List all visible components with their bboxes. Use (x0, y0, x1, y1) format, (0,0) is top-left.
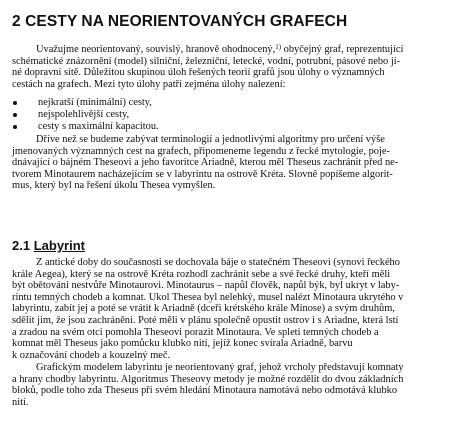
list-item-text: nejkratší (minimální) cesty, (38, 97, 152, 108)
paragraph-line: k označování chodeb a kouzelný meč. (12, 349, 171, 361)
paragraph-line: komnat měl Theseus jako pomůcku klubko nití, jejíž konec svírala Ariadně, barvu (12, 338, 353, 350)
intro-line-text: Uvažujme neorientovaný, souvislý, hranově ohodnocený, (36, 44, 276, 55)
list-item (12, 121, 159, 133)
paragraph-line: rintu temných chodeb a komnat. Ukol Thesea byl nelehký, musel nalézt Minotaura ukrytého v (12, 291, 404, 303)
chapter-heading: 2 CESTY NA NEORIENTOVANÝCH GRAFECH (12, 13, 348, 30)
paragraph-line: sdělit jim, že jsou zachráněni. Poté měli v plánu společně opustit ostrov i s Ariadne, která lstí (12, 314, 399, 326)
paragraph-line: tvorem Minotaurem nacházejícím se v labyrintu na ostrově Kréta. Slovně popíšeme algorit- (12, 168, 393, 180)
paragraph-line: mus, který byl na řešení úkolu Thesea vymyšlen. (12, 180, 216, 192)
task-list (12, 97, 159, 133)
paragraph-line: být obětováni nestvůře Minotaurovi. Minotaurus – napůl člověk, napůl býk, byl ukryt v laby- (12, 280, 400, 292)
model-paragraph (12, 362, 444, 408)
intro-paragraph (12, 44, 444, 90)
bullet-icon (13, 125, 17, 129)
bullet-icon (13, 113, 17, 117)
paragraph-line: bloků, podle toho zda Theseus při svém hledání Minotaura namotává nebo odmotává klubko (12, 385, 398, 397)
paragraph-line: Z antické doby do současnosti se dochovala báje o statečném Theseovi (synovi řeckého (36, 257, 400, 268)
list-item (12, 97, 159, 109)
intro-line: schématické znázornění (model) silniční, železniční, letecké, vodní, potrubní, pásové nebo ji- (12, 55, 401, 67)
paragraph-line: nití. (12, 396, 29, 408)
legend-paragraph (12, 134, 444, 192)
paragraph-line: krále Aegea), který se na ostrově Kréta rozhodl zachránit sebe a své řecké druhy, kteří měli (12, 268, 391, 280)
bullet-icon (13, 101, 17, 105)
paragraph-line: Grafickým modelem labyrintu je neorientovaný graf, jehož vrcholy představují komnaty (36, 362, 404, 373)
intro-line-text: obyčejný graf, reprezentující (281, 44, 404, 55)
intro-line: cestách na grafech. Mezi tyto úlohy patří zejména úlohy nalezení: (12, 78, 286, 90)
intro-line: né dopravní sítě. Důležitou skupinou úloh řešených teorií grafů jsou úlohy o významných (12, 67, 385, 79)
paragraph-line: dnávající o bájném Theseovi a jeho favoritce Ariadně, kterou měl Theseus zachránit před ne- (12, 157, 399, 169)
footnote-mark[interactable]: 1) (275, 43, 282, 51)
list-item (12, 109, 159, 121)
paragraph-line: jmenovaných významných cest na grafech, připomeneme legendu z řecké mytologie, poje- (12, 145, 390, 157)
paragraph-line: a zradou na svém otci pomohla Theseovi porazit Minotaura. Ve spleti temných chodeb a (12, 326, 379, 338)
myth-paragraph (12, 257, 444, 361)
section-number: 2.1 (12, 238, 31, 253)
paragraph-line: a hrany chodby labyrintu. Algoritmus Theseovy metody je možné rozdělit do dvou základních (12, 373, 404, 385)
paragraph-line: labyrintu, zabít jej a poté se vrátit k Ariadně (dceři krétského krále Mínose) a svým druhům, (12, 303, 395, 315)
list-item-text: nejspolehlivější cesty, (38, 109, 130, 120)
paragraph-line: Dříve než se budeme zabývat terminologií a jednotlivými algoritmy pro určení výše (36, 134, 385, 145)
intro-line (12, 44, 444, 56)
section-title: Labyrint (33, 238, 85, 253)
section-heading (12, 238, 85, 253)
list-item-text: cesty s maximální kapacitou. (38, 121, 159, 132)
